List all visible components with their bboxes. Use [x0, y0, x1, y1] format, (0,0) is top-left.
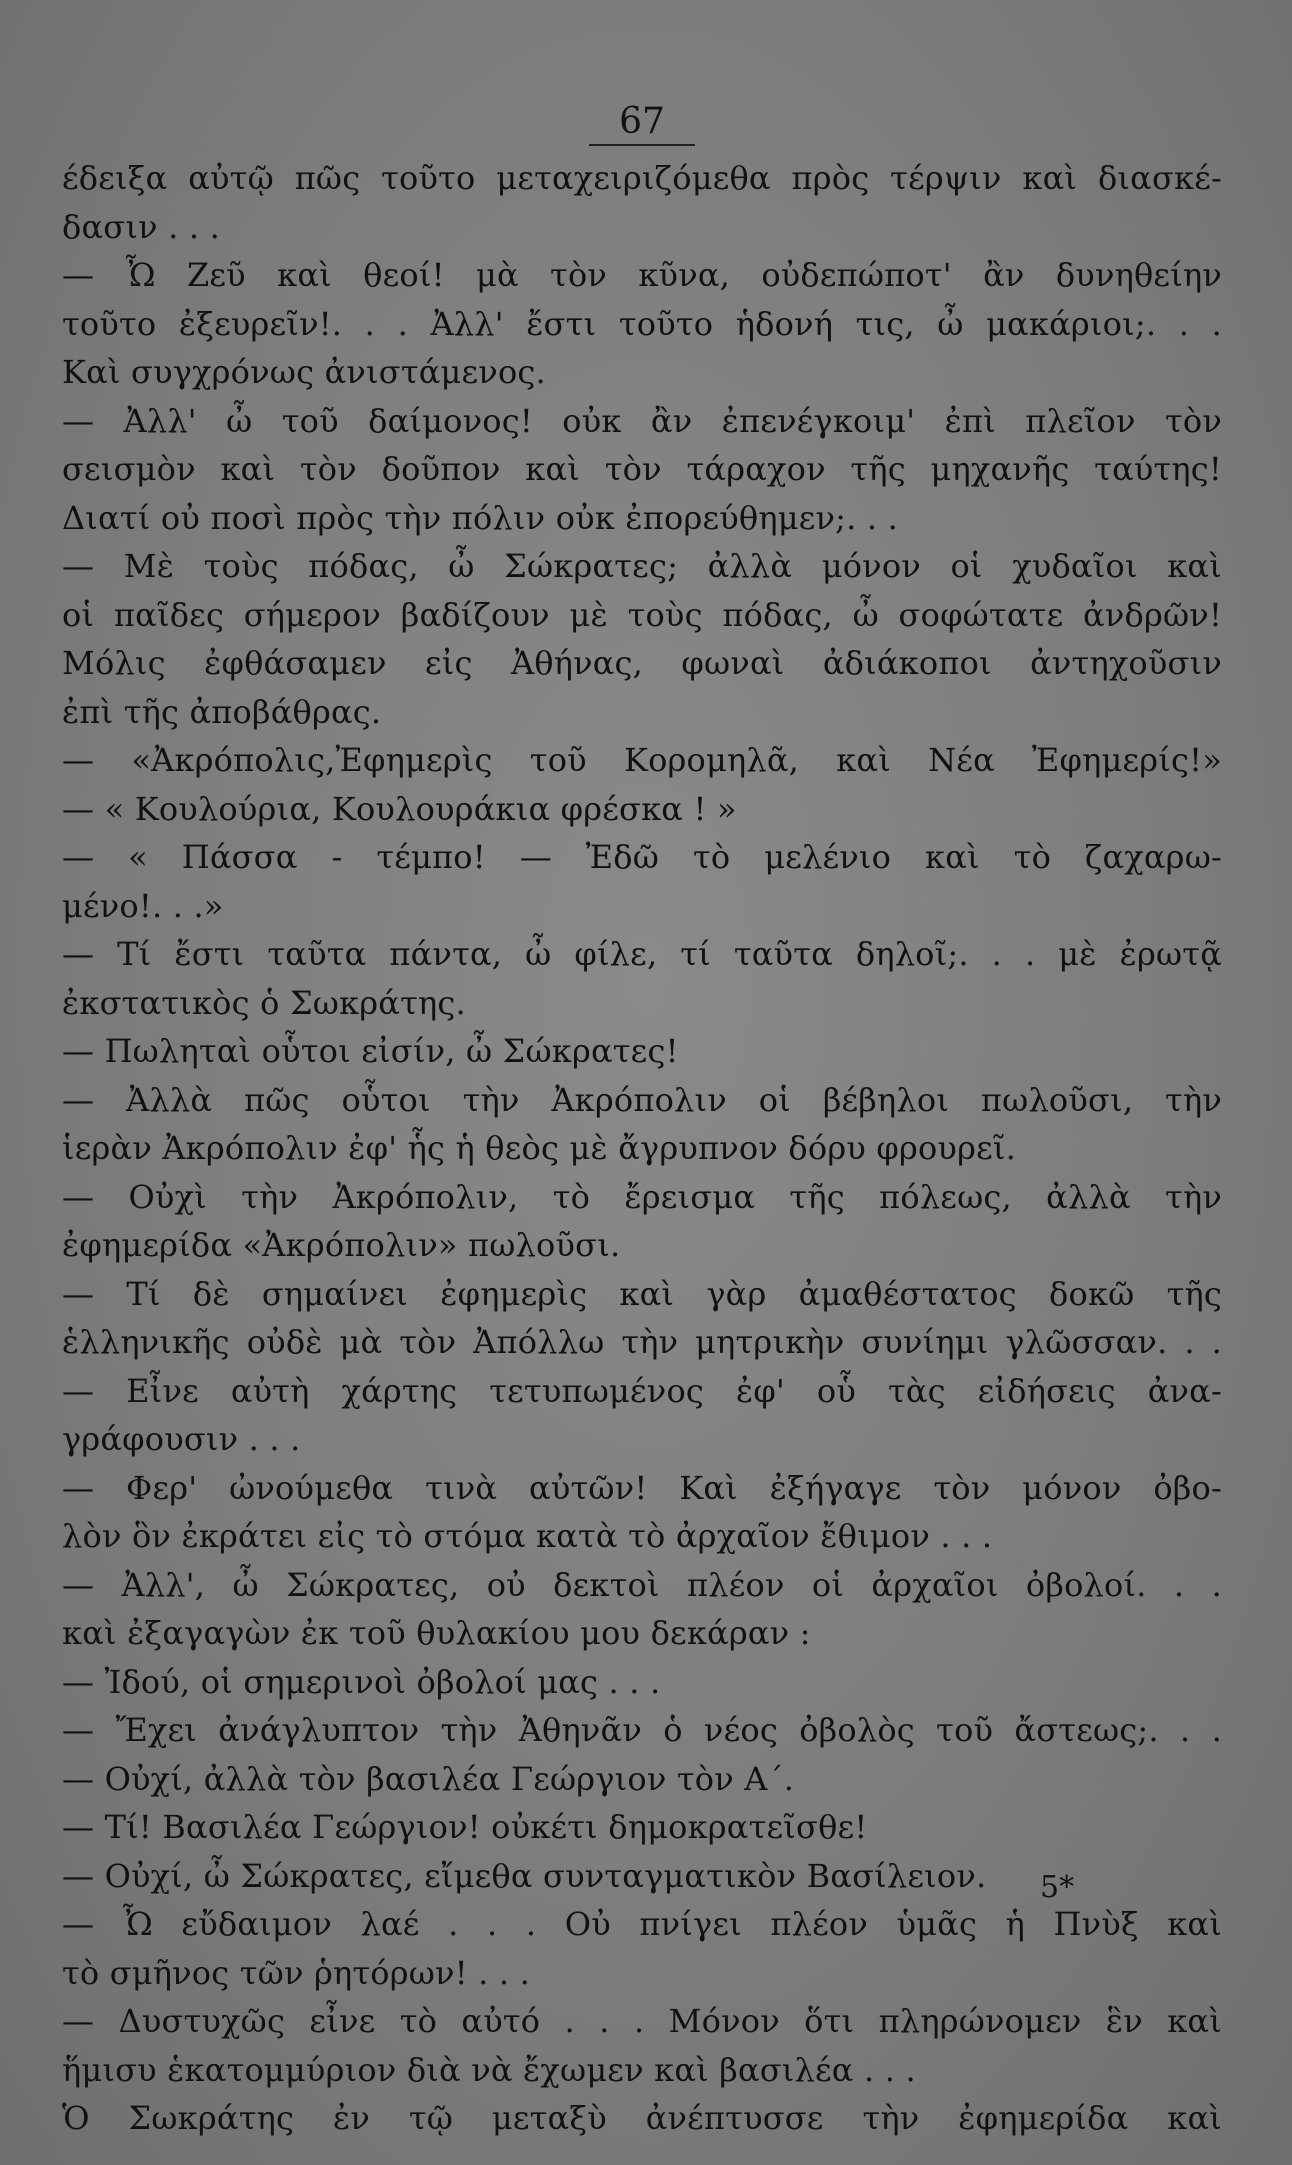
text-line: καὶ ἐξαγαγὼν ἐκ τοῦ θυλακίου μου δεκάραν : [62, 1614, 811, 1652]
text-line: — Μὲ τοὺς πόδας, ὦ Σώκρατες; ἀλλὰ μόνον οἱ χυδαῖοι καὶ [62, 547, 1222, 585]
body-text [62, 154, 1222, 2143]
text-line: — Ἰδού, οἱ σημερινοὶ ὀβολοί μας . . . [62, 1662, 661, 1701]
text-line: Μόλις ἐφθάσαμεν εἰς Ἀθήνας, φωναὶ ἀδιάκοποι ἀντηχοῦσιν [62, 644, 1222, 682]
text-line: — Ἀλλ', ὦ Σώκρατες, οὐ δεκτοὶ πλέον οἱ ἀρχαῖοι ὀβολοί. . . [62, 1565, 1222, 1604]
text-line: λὸν ὃν ἐκράτει εἰς τὸ στόμα κατὰ τὸ ἀρχαῖον ἔθιμον . . . [62, 1517, 993, 1555]
text-line: — « Πάσσα - τέμπο! — Ἐδῶ τὸ μελένιο καὶ τὸ ζαχαρω- [62, 838, 1222, 876]
text-line: έδειξα αὐτῷ πῶς τοῦτο μεταχειριζόμεθα πρὸς τέρψιν καὶ διασκέ- [62, 159, 1222, 197]
text-line: δασιν . . . [62, 207, 220, 246]
text-line: τοῦτο ἐξευρεῖν!. . . Ἀλλ' ἔστι τοῦτο ἡδονή τις, ὦ μακάριοι;. . . [62, 304, 1222, 343]
text-line: ἐφημερίδα «Ἀκρόπολιν» πωλοῦσι. [62, 1226, 621, 1264]
text-line: — Τί ἔστι ταῦτα πάντα, ὦ φίλε, τί ταῦτα δηλοῖ;. . . μὲ ἐρωτᾷ [62, 935, 1222, 973]
text-line: Καὶ συγχρόνως ἀνιστάμενος. [62, 353, 546, 391]
text-line: — «Ἀκρόπολις,Ἐφημερὶς τοῦ Κορομηλᾶ, καὶ Νέα Ἐφημερίς!» [62, 741, 1222, 779]
text-line: — Φερ' ὠνούμεθα τινὰ αὐτῶν! Καὶ ἐξήγαγε τὸν μόνον ὀβο- [62, 1468, 1222, 1507]
text-line: — Τί δὲ σημαίνει ἐφημερὶς καὶ γὰρ ἀμαθέστατος δοκῶ τῆς [62, 1274, 1222, 1313]
text-line: τὸ σμῆνος τῶν ῥητόρων! . . . [62, 1953, 530, 1992]
text-line: — Οὐχί, ἀλλὰ τὸν βασιλέα Γεώργιον τὸν Α΄. [62, 1759, 795, 1798]
text-line: ἐπὶ τῆς ἀποβάθρας. [62, 692, 382, 731]
text-line: ἱερὰν Ἀκρόπολιν ἐφ' ἧς ἡ θεὸς μὲ ἄγρυπνον δόρυ φρουρεῖ. [62, 1129, 1016, 1167]
text-line: — Πωληταὶ οὗτοι εἰσίν, ὦ Σώκρατες! [62, 1032, 679, 1070]
text-line: — Δυστυχῶς εἶνε τὸ αὐτό . . . Μόνον ὅτι πληρώνομεν ἓν καὶ [62, 2002, 1222, 2040]
text-line: σεισμὸν καὶ τὸν δοῦπον καὶ τὸν τάραχον τῆς μηχανῆς ταύτης! [62, 450, 1222, 488]
text-line: — Ἔχει ἀνάγλυπτον τὴν Ἀθηνᾶν ὁ νέος ὀβολὸς τοῦ ἄστεως;. . . [62, 1711, 1222, 1749]
page-number-text: 67 [589, 100, 695, 146]
text-line: ἑλληνικῆς οὐδὲ μὰ τὸν Ἀπόλλω τὴν μητρικὴν συνίημι γλῶσσαν. . . [62, 1323, 1222, 1361]
page-number [62, 100, 1222, 144]
text-line: — Οὐχί, ὦ Σώκρατες, εἴμεθα συνταγματικὸν Βασίλειον. [62, 1856, 987, 1895]
text-line: Διατί οὐ ποσὶ πρὸς τὴν πόλιν οὐκ ἐπορεύθημεν;. . . [62, 498, 898, 537]
text-line: οἱ παῖδες σήμερον βαδίζουν μὲ τοὺς πόδας, ὦ σοφώτατε ἀνδρῶν! [62, 595, 1222, 634]
text-line: — Εἶνε αὐτὴ χάρτης τετυπωμένος ἐφ' οὗ τὰς εἰδήσεις ἀνα- [62, 1371, 1222, 1410]
text-line: — Ἀλλ' ὦ τοῦ δαίμονος! οὐκ ἂν ἐπενέγκοιμ' ἐπὶ πλεῖον τὸν [62, 401, 1222, 440]
text-line: — Ἀλλὰ πῶς οὗτοι τὴν Ἀκρόπολιν οἱ βέβηλοι πωλοῦσι, τὴν [62, 1080, 1222, 1119]
text-line: — Τί! Βασιλέα Γεώργιον! οὐκέτι δημοκρατεῖσθε! [62, 1808, 868, 1846]
text-line: ἥμισυ ἑκατομμύριον διὰ νὰ ἔχωμεν καὶ βασιλέα . . . [62, 2050, 916, 2089]
text-line: — Ὦ εὔδαιμον λαέ . . . Οὐ πνίγει πλέον ὑμᾶς ἡ Πνὺξ καὶ [62, 1905, 1222, 1943]
text-line: — « Κουλούρια, Κουλουράκια φρέσκα ! » [62, 789, 737, 828]
signature-mark: 5* [1040, 1870, 1075, 1905]
text-line: — Οὐχὶ τὴν Ἀκρόπολιν, τὸ ἔρεισμα τῆς πόλεως, ἀλλὰ τὴν [62, 1177, 1222, 1216]
text-line: — Ὦ Ζεῦ καὶ θεοί! μὰ τὸν κῦνα, οὐδεπώποτ' ἂν δυνηθείην [62, 256, 1222, 294]
text-line: ἐκστατικὸς ὁ Σωκράτης. [62, 983, 466, 1022]
text-line: μένο!. . .» [62, 886, 224, 925]
text-line: γράφουσιν . . . [62, 1420, 301, 1458]
text-line: Ὁ Σωκράτης ἐν τῷ μεταξὺ ἀνέπτυσσε τὴν ἐφημερίδα καὶ [62, 2099, 1222, 2137]
